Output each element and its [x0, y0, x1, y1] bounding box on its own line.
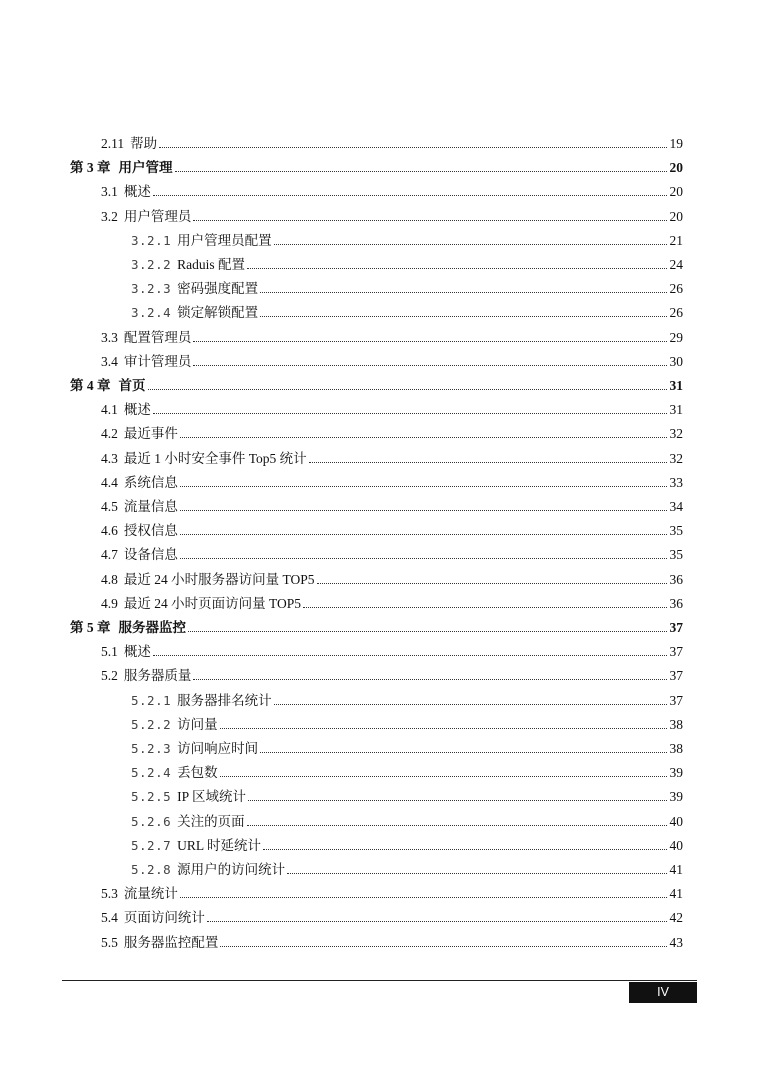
toc-entry-number: 5.2.1: [131, 692, 172, 708]
toc-entry-label: [101, 644, 151, 660]
toc-entry[interactable]: [131, 832, 683, 854]
toc-entry-title: URL 时延统计: [177, 837, 262, 853]
toc-entry-label: [101, 572, 315, 588]
toc-entry-number: 3.4: [101, 353, 118, 369]
toc-dot-leader: [303, 607, 667, 608]
toc-entry[interactable]: [101, 324, 683, 346]
toc-dot-leader: [260, 292, 667, 293]
toc-dot-leader: [159, 147, 667, 148]
toc-entry-page-number: 35: [669, 523, 683, 539]
toc-entry[interactable]: [101, 396, 683, 418]
toc-entry-title: 访问响应时间: [177, 741, 259, 756]
toc-entry-number: 5.2.6: [131, 813, 172, 829]
toc-entry-number: 5.2.4: [131, 765, 172, 781]
toc-entry-number: 5.2.7: [131, 837, 172, 853]
toc-entry-number: 第 3 章: [70, 160, 111, 176]
toc-entry[interactable]: [131, 251, 683, 273]
toc-entry-page-number: 38: [669, 716, 683, 732]
toc-entry-title: 用户管理员: [123, 208, 192, 224]
toc-entry-page-number: 38: [669, 741, 683, 756]
toc-entry-number: 4.9: [101, 595, 118, 611]
toc-entry-title: 审计管理员: [123, 353, 192, 369]
toc-entry-label: [101, 402, 151, 418]
toc-dot-leader: [180, 897, 667, 898]
toc-entry-title: 关注的页面: [177, 813, 245, 829]
toc-entry-page-number: 31: [669, 402, 683, 418]
toc-entry-number: 3.2.2: [131, 257, 172, 272]
toc-entry-title: 最近 1 小时安全事件 Top5 统计: [123, 450, 307, 466]
toc-entry[interactable]: [101, 469, 683, 491]
toc-entry-number: 4.2: [101, 426, 118, 442]
toc-entry[interactable]: [131, 687, 683, 709]
toc-dot-leader: [153, 413, 667, 414]
toc-entry-title: 锁定解锁配置: [177, 305, 259, 321]
toc-dot-leader: [274, 704, 667, 705]
toc-entry[interactable]: [131, 808, 683, 830]
toc-entry-page-number: 37: [669, 620, 683, 635]
toc-dot-leader: [220, 776, 667, 777]
toc-dot-leader: [188, 631, 667, 632]
toc-entry-label: [101, 354, 191, 370]
toc-entry[interactable]: [101, 203, 683, 225]
toc-dot-leader: [193, 220, 667, 221]
toc-entry-number: 3.3: [101, 329, 118, 345]
toc-entry-label: [101, 935, 218, 951]
toc-entry-number: 5.2.5: [131, 789, 172, 805]
toc-entry-label: [101, 330, 191, 346]
toc-entry[interactable]: [131, 227, 683, 249]
toc-entry-page-number: 41: [669, 886, 683, 902]
toc-entry-label: [131, 838, 261, 854]
footer-divider: [62, 980, 697, 981]
toc-entry-page-number: 37: [669, 692, 683, 708]
toc-entry-title: 配置管理员: [123, 329, 192, 345]
toc-entry[interactable]: [101, 445, 683, 467]
toc-entry-page-number: 34: [669, 499, 683, 514]
toc-entry-label: [101, 886, 178, 902]
toc-entry-title: 概述: [123, 184, 151, 200]
toc-entry-title: 服务器监控配置: [123, 934, 219, 950]
toc-entry[interactable]: [131, 275, 683, 297]
toc-entry-label: [101, 596, 301, 612]
toc-entry-label: [101, 475, 178, 491]
toc-entry-number: 第 5 章: [70, 620, 111, 635]
toc-entry-number: 4.6: [101, 523, 118, 539]
toc-entry-page-number: 36: [669, 571, 683, 587]
toc-entry[interactable]: [101, 130, 683, 152]
toc-dot-leader: [193, 679, 667, 680]
toc-dot-leader: [180, 510, 667, 511]
toc-entry-title: 用户管理员配置: [177, 232, 272, 248]
toc-entry[interactable]: [101, 348, 683, 370]
toc-entry-page-number: 26: [669, 281, 683, 297]
toc-entry-title: 系统信息: [123, 474, 178, 490]
toc-entry-page-number: 32: [669, 426, 683, 442]
toc-entry[interactable]: [131, 735, 683, 757]
toc-entry-label: [131, 789, 246, 805]
toc-entry[interactable]: [131, 299, 683, 321]
toc-entry[interactable]: [101, 420, 683, 442]
toc-entry-label: [101, 910, 205, 926]
toc-entry-title: 最近事件: [123, 426, 178, 442]
toc-entry-title: 流量统计: [123, 886, 178, 902]
toc-entry-number: 4.3: [101, 450, 118, 466]
toc-entry-number: 3.1: [101, 184, 118, 200]
toc-entry-page-number: 32: [669, 450, 683, 466]
toc-entry-label: [101, 451, 307, 467]
toc-entry-label: [131, 281, 258, 297]
toc-entry-title: 流量信息: [123, 499, 178, 514]
toc-dot-leader: [180, 437, 667, 438]
toc-dot-leader: [193, 365, 667, 366]
toc-entry-label: [131, 814, 245, 830]
toc-entry[interactable]: [101, 590, 683, 612]
toc-entry[interactable]: [131, 856, 683, 878]
toc-entry-page-number: 41: [669, 862, 683, 877]
toc-entry-number: 3.2.4: [131, 305, 172, 321]
toc-entry-label: [131, 305, 258, 321]
toc-entry-title: 帮助: [130, 136, 158, 151]
toc-entry[interactable]: [131, 783, 683, 805]
toc-entry-page-number: 29: [669, 329, 683, 345]
toc-dot-leader: [175, 171, 668, 172]
toc-entry-page-number: 37: [669, 644, 683, 660]
toc-entry-page-number: 39: [669, 789, 683, 805]
toc-entry[interactable]: [101, 880, 683, 902]
toc-entry-number: 4.5: [101, 499, 118, 514]
toc-entry-page-number: 20: [669, 184, 683, 200]
toc-dot-leader: [247, 825, 667, 826]
toc-entry-title: 最近 24 小时页面访问量 TOP5: [123, 595, 302, 611]
toc-entry-page-number: 20: [669, 160, 683, 176]
toc-entry-label: [101, 547, 178, 563]
toc-entry-label: [101, 426, 178, 442]
toc-entry[interactable]: [70, 614, 683, 636]
toc-dot-leader: [180, 558, 667, 559]
toc-dot-leader: [263, 849, 667, 850]
toc-entry-label: [70, 620, 186, 636]
toc-entry-number: 5.3: [101, 886, 118, 902]
toc-entry[interactable]: [101, 904, 683, 926]
toc-entry-label: [101, 668, 191, 684]
toc-dot-leader: [153, 655, 667, 656]
toc-entry-title: 服务器排名统计: [177, 692, 272, 708]
toc-entry[interactable]: [101, 638, 683, 660]
toc-entry-page-number: 37: [669, 668, 683, 684]
toc-entry-page-number: 30: [669, 353, 683, 369]
toc-entry-title: 设备信息: [123, 547, 178, 563]
toc-entry-label: [70, 160, 173, 176]
toc-entry-number: 4.4: [101, 474, 118, 490]
toc-dot-leader: [274, 244, 667, 245]
toc-entry[interactable]: [101, 929, 683, 951]
toc-dot-leader: [153, 195, 667, 196]
toc-entry-page-number: 36: [669, 595, 683, 611]
toc-entry-number: 5.1: [101, 644, 118, 660]
toc-entry-label: [101, 523, 178, 539]
toc-entry-page-number: 26: [669, 305, 683, 321]
toc-dot-leader: [247, 268, 667, 269]
toc-entry-number: 5.4: [101, 910, 118, 926]
toc-entry-number: 2.11: [101, 136, 125, 151]
toc-entry-number: 3.2.3: [131, 281, 172, 297]
toc-dot-leader: [148, 389, 668, 390]
toc-entry-title: Raduis 配置: [177, 257, 246, 272]
toc-dot-leader: [193, 341, 667, 342]
toc-entry[interactable]: [101, 566, 683, 588]
toc-dot-leader: [220, 946, 667, 947]
toc-dot-leader: [180, 534, 667, 535]
toc-entry-title: 用户管理: [118, 160, 173, 176]
toc-dot-leader: [248, 800, 667, 801]
toc-entry-label: [70, 378, 146, 394]
toc-entry[interactable]: [101, 541, 683, 563]
toc-entry-page-number: 24: [669, 257, 683, 272]
toc-entry-label: [131, 862, 285, 878]
toc-entry-number: 5.2.8: [131, 862, 172, 877]
toc-entry-title: 丢包数: [177, 765, 218, 781]
toc-entry-number: 5.2: [101, 668, 118, 684]
toc-dot-leader: [180, 486, 667, 487]
toc-entry-label: [131, 765, 218, 781]
toc-entry-number: 5.5: [101, 934, 118, 950]
toc-dot-leader: [207, 921, 667, 922]
toc-entry-page-number: 40: [669, 813, 683, 829]
toc-entry-title: 授权信息: [123, 523, 178, 539]
toc-entry-label: [101, 209, 191, 225]
toc-entry[interactable]: [70, 372, 683, 394]
toc-entry-number: 5.2.2: [131, 716, 172, 732]
toc-entry-page-number: 21: [669, 232, 683, 248]
toc-entry-title: 概述: [123, 644, 151, 660]
toc-entry-title: IP 区域统计: [177, 789, 247, 805]
toc-entry-number: 第 4 章: [70, 378, 111, 393]
toc-entry-label: [101, 499, 178, 515]
toc-entry[interactable]: [101, 662, 683, 684]
toc-entry-label: [101, 136, 157, 152]
toc-entry-page-number: 43: [669, 934, 683, 950]
toc-entry[interactable]: [131, 759, 683, 781]
toc-entry-title: 首页: [118, 378, 146, 393]
toc-entry-title: 页面访问统计: [123, 910, 205, 926]
toc-dot-leader: [287, 873, 667, 874]
toc-entry-number: 4.8: [101, 571, 118, 587]
toc-entry-number: 3.2: [101, 208, 118, 224]
toc-entry-number: 4.1: [101, 402, 118, 418]
toc-entry-page-number: 35: [669, 547, 683, 563]
toc-entry-label: [131, 233, 272, 249]
toc-entry-page-number: 31: [669, 378, 683, 393]
toc-entry-label: [131, 693, 272, 709]
toc-entry-title: 源用户的访问统计: [177, 862, 286, 877]
toc-entry-page-number: 19: [669, 136, 683, 151]
toc-entry-title: 密码强度配置: [177, 281, 259, 297]
toc-dot-leader: [317, 583, 667, 584]
toc-entry-title: 服务器质量: [123, 668, 192, 684]
toc-entry-page-number: 39: [669, 765, 683, 781]
toc-entry-label: [131, 257, 245, 273]
toc-entry-page-number: 42: [669, 910, 683, 926]
toc-entry-title: 访问量: [177, 716, 218, 732]
toc-entry[interactable]: [101, 517, 683, 539]
toc-entry[interactable]: [101, 178, 683, 200]
toc-entry-label: [101, 184, 151, 200]
toc-dot-leader: [220, 728, 667, 729]
toc-entry-title: 服务器监控: [118, 620, 186, 635]
toc-entry[interactable]: [101, 493, 683, 515]
toc-entry-number: 4.7: [101, 547, 118, 563]
toc-entry-number: 5.2.3: [131, 741, 172, 756]
toc-entry-label: [131, 717, 218, 733]
toc-dot-leader: [260, 316, 667, 317]
toc-entry-page-number: 40: [669, 837, 683, 853]
toc-entry-label: [131, 741, 258, 757]
toc-entry[interactable]: [131, 711, 683, 733]
page-number-badge: IV: [629, 982, 697, 1003]
toc-entry-title: 最近 24 小时服务器访问量 TOP5: [123, 571, 315, 587]
toc-entry-page-number: 20: [669, 208, 683, 224]
toc-dot-leader: [260, 752, 667, 753]
toc-entry-title: 概述: [123, 402, 151, 418]
toc-entry[interactable]: [70, 154, 683, 176]
toc-entry-number: 3.2.1: [131, 232, 172, 248]
toc-dot-leader: [309, 462, 667, 463]
toc-entry-page-number: 33: [669, 474, 683, 490]
